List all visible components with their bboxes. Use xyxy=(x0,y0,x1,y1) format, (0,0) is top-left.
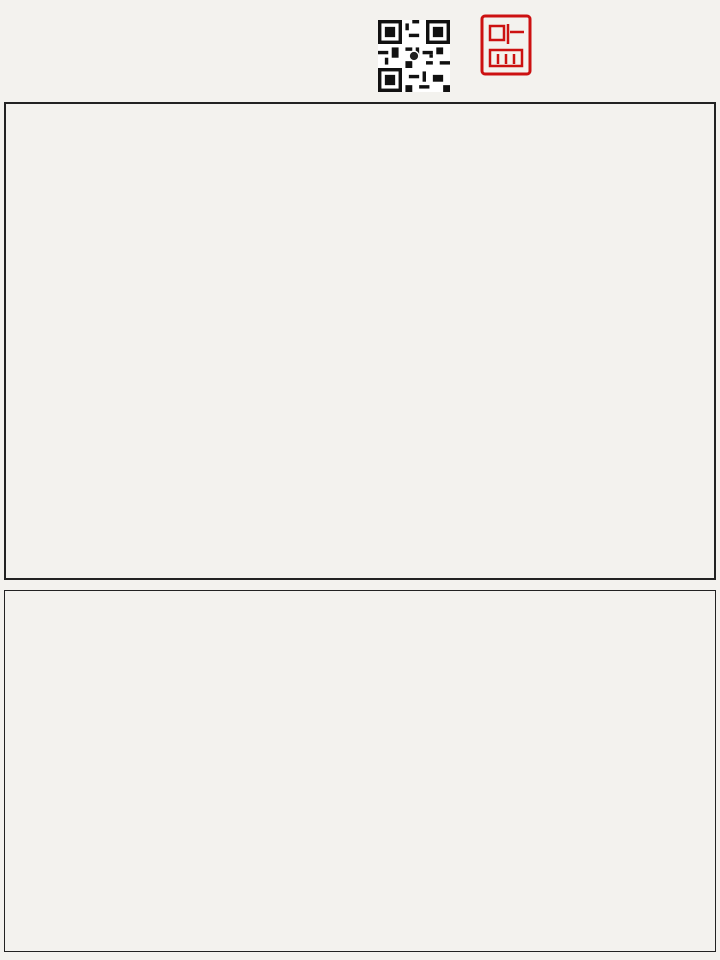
annual-luck-grid xyxy=(4,590,716,952)
qr-code-icon[interactable] xyxy=(378,20,450,92)
chart-header xyxy=(12,8,372,100)
red-seal-icon xyxy=(480,14,532,76)
four-pillars-grid xyxy=(4,102,716,580)
